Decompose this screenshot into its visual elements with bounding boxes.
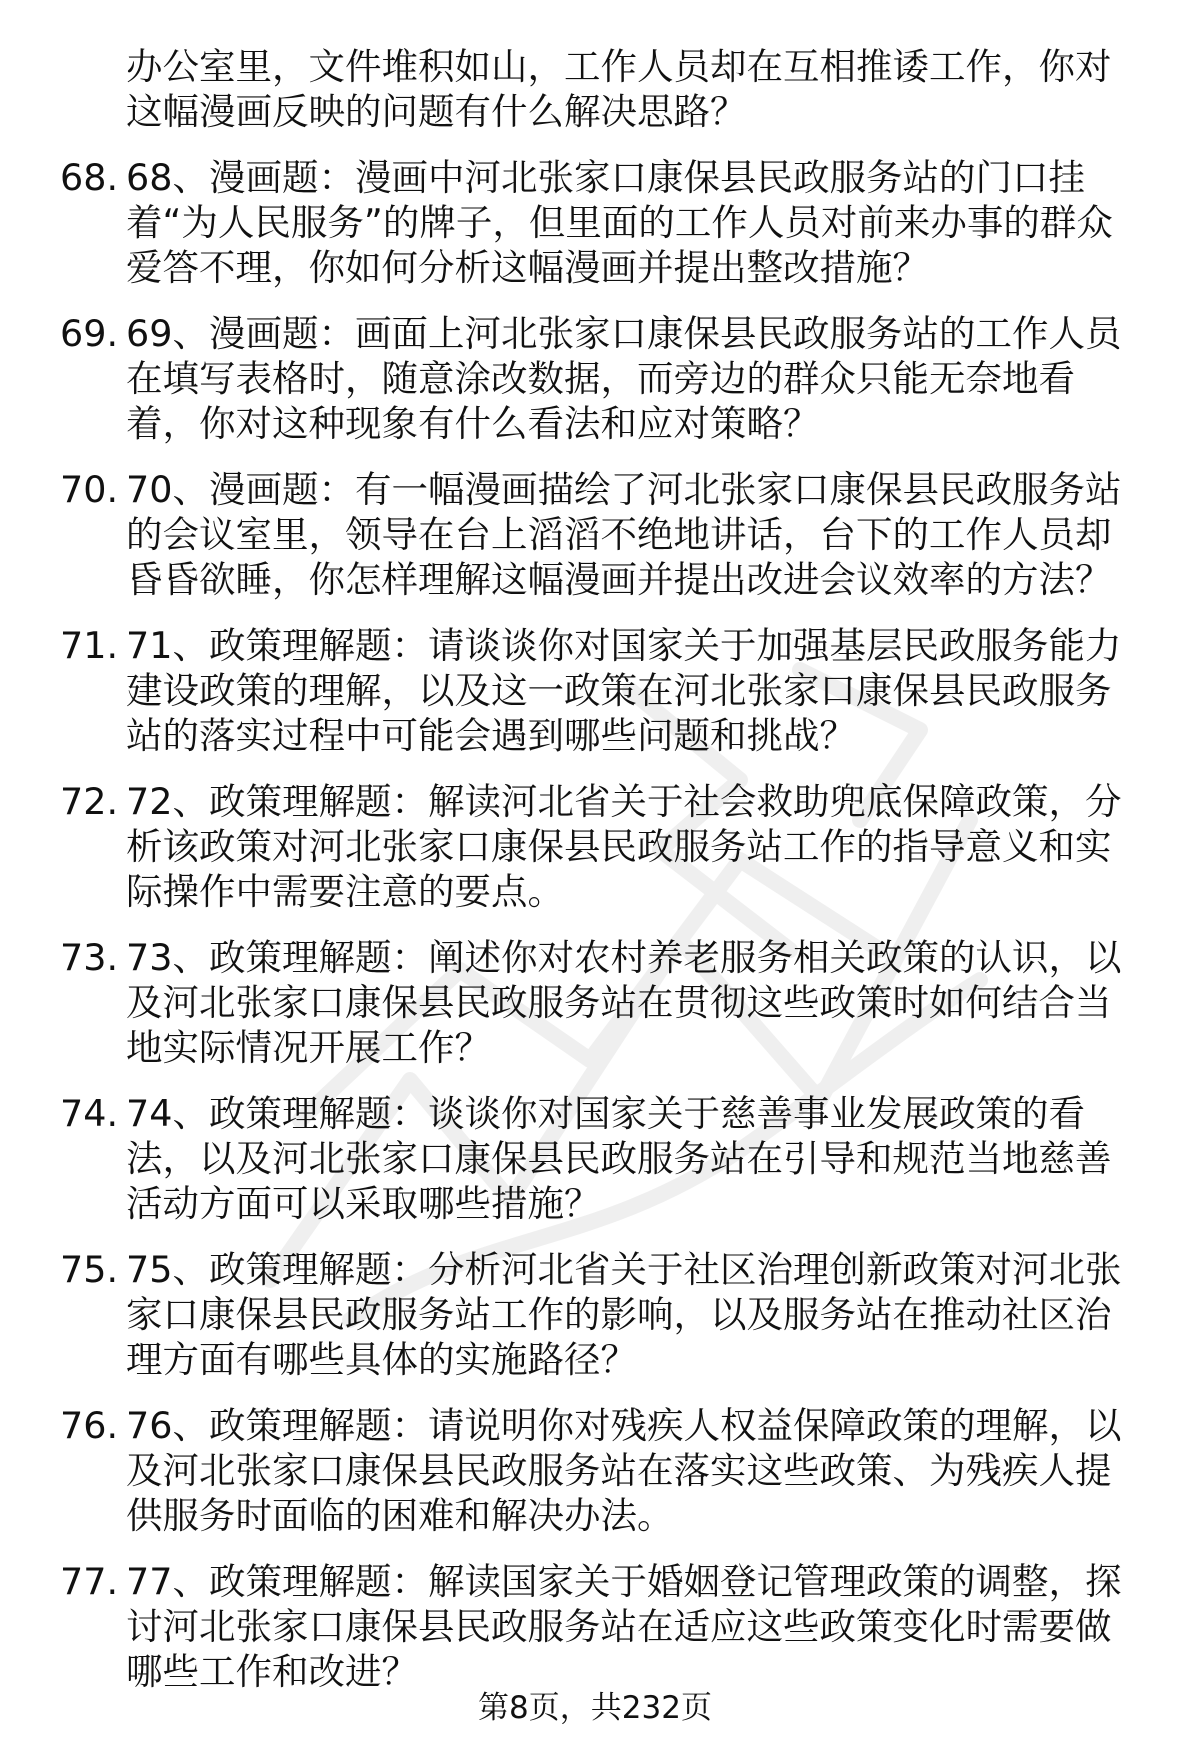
page-footer: 第8页，共232页 <box>478 1690 712 1726</box>
list-item <box>60 467 1140 602</box>
list-item <box>60 779 1140 914</box>
item-number: 69. <box>60 312 119 355</box>
item-number: 77. <box>60 1560 119 1603</box>
question-list <box>60 44 1140 1715</box>
list-item <box>60 155 1140 290</box>
item-text: 72、政策理解题：解读河北省关于社会救助兜底保障政策，分析该政策对河北张家口康保县民政服务站工作的指导意义和实际操作中需要注意的要点。 <box>126 780 1122 913</box>
item-number: 70. <box>60 468 119 511</box>
item-text: 76、政策理解题：请说明你对残疾人权益保障政策的理解，以及河北张家口康保县民政服务站在落实这些政策、为残疾人提供服务时面临的困难和解决办法。 <box>126 1404 1122 1537</box>
item-text: 74、政策理解题：谈谈你对国家关于慈善事业发展政策的看法，以及河北张家口康保县民政服务站在引导和规范当地慈善活动方面可以采取哪些措施？ <box>126 1092 1112 1225</box>
item-text: 68、漫画题：漫画中河北张家口康保县民政服务站的门口挂着“为人民服务”的牌子，但里面的工作人员对前来办事的群众爱答不理，你如何分析这幅漫画并提出整改措施？ <box>126 156 1113 289</box>
item-text: 70、漫画题：有一幅漫画描绘了河北张家口康保县民政服务站的会议室里，领导在台上滔滔不绝地讲话，台下的工作人员却昏昏欲睡，你怎样理解这幅漫画并提出改进会议效率的方法？ <box>126 468 1122 601</box>
item-text: 77、政策理解题：解读国家关于婚姻登记管理政策的调整，探讨河北张家口康保县民政服务站在适应这些政策变化时需要做哪些工作和改进？ <box>126 1560 1122 1693</box>
item-number: 76. <box>60 1404 119 1447</box>
list-item <box>60 1559 1140 1694</box>
item-text: 71、政策理解题：请谈谈你对国家关于加强基层民政服务能力建设政策的理解，以及这一政策在河北张家口康保县民政服务站的落实过程中可能会遇到哪些问题和挑战？ <box>126 624 1122 757</box>
item-text: 69、漫画题：画面上河北张家口康保县民政服务站的工作人员在填写表格时，随意涂改数据，而旁边的群众只能无奈地看着，你对这种现象有什么看法和应对策略？ <box>126 312 1122 445</box>
list-item <box>60 1091 1140 1226</box>
item-number: 73. <box>60 936 119 979</box>
item-number: 75. <box>60 1248 119 1291</box>
item-number: 74. <box>60 1092 119 1135</box>
continued-paragraph: 办公室里，文件堆积如山，工作人员却在互相推诿工作，你对这幅漫画反映的问题有什么解决思路？ <box>126 45 1112 133</box>
list-item <box>60 1247 1140 1382</box>
list-item <box>60 623 1140 758</box>
list-item <box>60 311 1140 446</box>
list-item <box>60 935 1140 1070</box>
item-number: 71. <box>60 624 119 667</box>
item-text: 75、政策理解题：分析河北省关于社区治理创新政策对河北张家口康保县民政服务站工作的影响，以及服务站在推动社区治理方面有哪些具体的实施路径？ <box>126 1248 1122 1381</box>
list-item <box>60 1403 1140 1538</box>
item-number: 72. <box>60 780 119 823</box>
item-number: 68. <box>60 156 119 199</box>
item-text: 73、政策理解题：阐述你对农村养老服务相关政策的认识，以及河北张家口康保县民政服务站在贯彻这些政策时如何结合当地实际情况开展工作？ <box>126 936 1122 1069</box>
